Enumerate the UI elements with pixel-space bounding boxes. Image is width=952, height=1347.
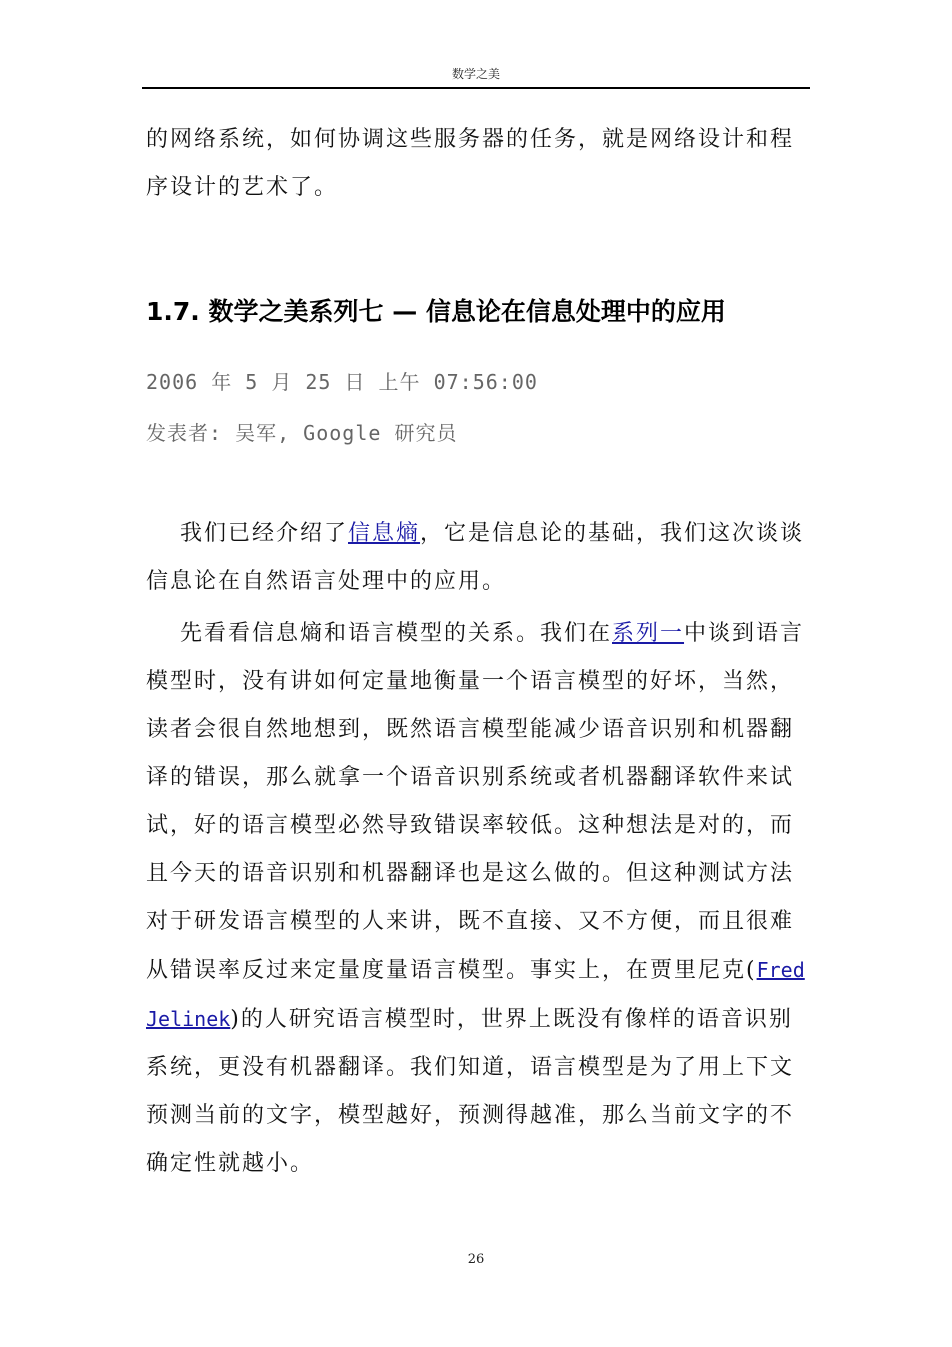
link-information-entropy[interactable]: 信息熵 [348,521,421,546]
paragraph-lm-text-middle: 中谈到语言模型时，没有讲如何定量地衡量一个语言模型的好坏，当然，读者会很自然地想到，既然语言模型能减少语音识别和机器翻译的错误，那么就拿一个语音识别系统或者机器翻译软件来试试，好的语言模型必然导致错误率较低。这种想法是对的，而且今天的语音识别和机器翻译也是这么做的。但这种测试方法对于研发语言模型的人来讲，既不直接、又不方便，而且很难从错误率反过来定量度量语言模型。事实上，在贾里尼克( [146,621,805,983]
paragraph-lm-text-before: 先看看信息熵和语言模型的关系。我们在 [180,621,613,646]
continuation-paragraph: 的网络系统，如何协调这些服务器的任务，就是网络设计和程序设计的艺术了。 [146,127,795,200]
paragraph-intro-text-before: 我们已经介绍了 [180,521,349,546]
section-heading: 1.7. 数学之美系列七 — 信息论在信息处理中的应用 [146,297,726,326]
paragraph-language-model [146,610,810,1188]
header-divider [142,87,810,89]
link-series-one[interactable]: 系列一 [612,621,685,646]
link-fred-jelinek[interactable]: Fred Jelinek [146,958,805,1031]
paragraph-intro [146,510,810,606]
paragraph-lm-text-after: )的人研究语言模型时，世界上既没有像样的语音识别系统，更没有机器翻译。我们知道，语言模型是为了用上下文预测当前的文字，模型越好，预测得越准，那么当前文字的不确定性就越小。 [146,1007,795,1176]
page-number: 26 [467,1252,485,1267]
paragraph-intro-text-after: ，它是信息论的基础，我们这次谈谈信息论在自然语言处理中的应用。 [146,521,805,594]
running-header: 数学之美 [451,67,500,81]
post-date: 2006 年 5 月 25 日 上午 07:56:00 [146,370,538,394]
post-author: 发表者: 吴军, Google 研究员 [146,421,458,445]
